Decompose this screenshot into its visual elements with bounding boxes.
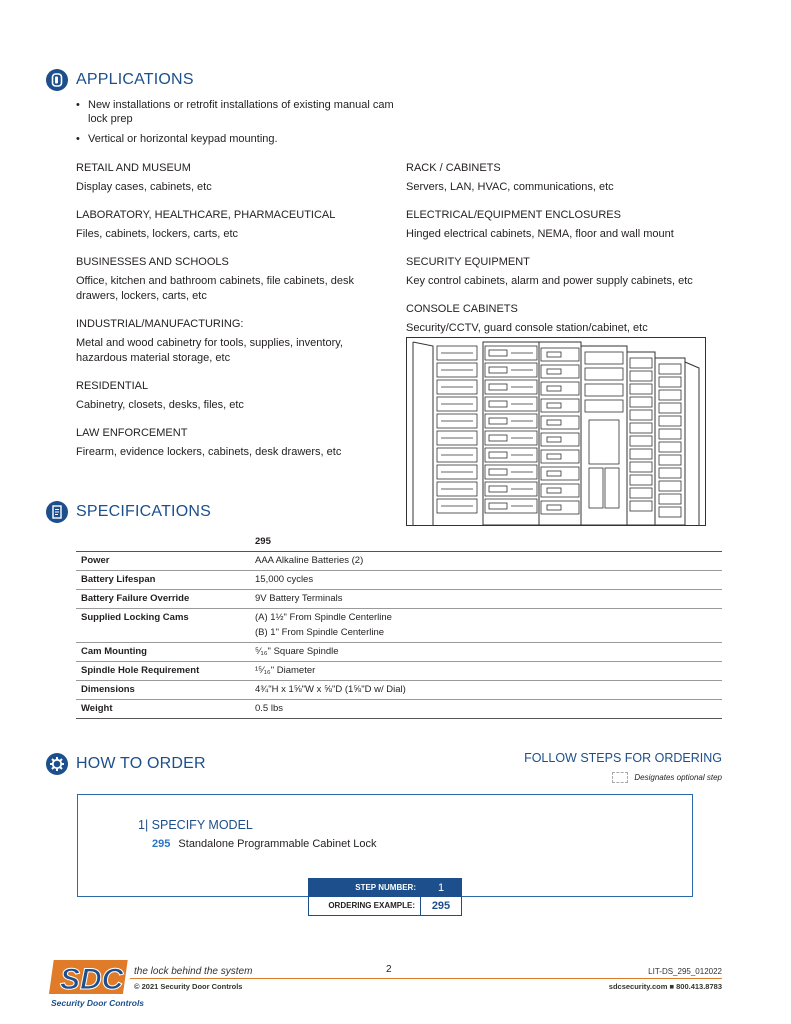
gear-icon bbox=[46, 753, 68, 775]
applications-title: APPLICATIONS bbox=[76, 71, 194, 88]
application-block bbox=[76, 317, 376, 366]
spec-label: Cam Mounting bbox=[76, 643, 250, 662]
model-code: 295 bbox=[152, 838, 171, 850]
table-header-empty bbox=[76, 533, 250, 552]
application-heading: LAW ENFORCEMENT bbox=[76, 427, 188, 439]
application-block bbox=[76, 208, 376, 242]
application-description: Display cases, cabinets, etc bbox=[76, 181, 212, 193]
spec-label: Power bbox=[76, 552, 250, 571]
specifications-title: SPECIFICATIONS bbox=[76, 503, 211, 520]
table-row bbox=[76, 662, 722, 681]
spec-value: AAA Alkaline Batteries (2) bbox=[250, 552, 722, 571]
optional-step-note: Designates optional step bbox=[634, 773, 722, 782]
optional-step-legend bbox=[612, 772, 722, 783]
spec-value bbox=[250, 609, 722, 643]
application-block bbox=[76, 426, 376, 460]
application-description: Office, kitchen and bathroom cabinets, file cabinets, desk drawers, lockers, carts, etc bbox=[76, 275, 355, 302]
specifications-header bbox=[46, 501, 211, 523]
document-icon bbox=[46, 501, 68, 523]
spec-value: ⁵⁄₁₆" Square Spindle bbox=[250, 643, 722, 662]
table-row bbox=[76, 609, 722, 643]
application-block bbox=[76, 161, 376, 195]
step-number-row bbox=[309, 879, 461, 897]
copyright: © 2021 Security Door Controls bbox=[134, 982, 243, 991]
step-number-label: STEP NUMBER: bbox=[355, 883, 416, 892]
application-description: Firearm, evidence lockers, cabinets, desk drawers, etc bbox=[76, 446, 342, 458]
table-row bbox=[76, 571, 722, 590]
applications-right-column bbox=[406, 161, 726, 349]
application-heading: CONSOLE CABINETS bbox=[406, 303, 518, 315]
application-block bbox=[406, 302, 726, 336]
how-to-order-title: HOW TO ORDER bbox=[76, 755, 206, 772]
application-heading: SECURITY EQUIPMENT bbox=[406, 256, 530, 268]
table-row bbox=[76, 590, 722, 609]
spec-value: 9V Battery Terminals bbox=[250, 590, 722, 609]
follow-steps-heading: FOLLOW STEPS FOR ORDERING bbox=[524, 751, 722, 765]
model-column-header: 295 bbox=[250, 533, 722, 552]
svg-text:SDC: SDC bbox=[60, 963, 124, 996]
spec-value: ¹⁵⁄₁₆" Diameter bbox=[250, 662, 722, 681]
application-heading: LABORATORY, HEALTHCARE, PHARMACEUTICAL bbox=[76, 209, 336, 221]
application-description: Key control cabinets, alarm and power supply cabinets, etc bbox=[406, 275, 693, 287]
spec-value: 4¾"H x 1⅝"W x ⅝"D (1⅝"D w/ Dial) bbox=[250, 681, 722, 700]
spec-label: Dimensions bbox=[76, 681, 250, 700]
page-number: 2 bbox=[386, 964, 392, 975]
table-header-row bbox=[76, 533, 722, 552]
bullet-item: • New installations or retrofit installations of existing manual cam lock prep bbox=[76, 99, 396, 126]
spec-label: Supplied Locking Cams bbox=[76, 609, 250, 643]
table-row bbox=[76, 700, 722, 719]
door-icon bbox=[46, 69, 68, 91]
application-block bbox=[76, 379, 376, 413]
spec-label: Spindle Hole Requirement bbox=[76, 662, 250, 681]
application-description: Hinged electrical cabinets, NEMA, floor and wall mount bbox=[406, 228, 674, 240]
model-description: Standalone Programmable Cabinet Lock bbox=[178, 838, 377, 850]
tagline: the lock behind the system bbox=[134, 966, 253, 977]
ordering-example-value: 295 bbox=[431, 900, 451, 912]
application-block bbox=[406, 161, 726, 195]
spec-label: Battery Lifespan bbox=[76, 571, 250, 590]
ordering-example-label: ORDERING EXAMPLE: bbox=[309, 897, 421, 915]
sdc-logo bbox=[50, 958, 145, 1010]
application-description: Metal and wood cabinetry for tools, supplies, inventory, hazardous material storage, etc bbox=[76, 337, 343, 364]
application-block bbox=[76, 255, 376, 304]
spec-value-line: (B) 1" From Spindle Centerline bbox=[255, 627, 385, 638]
applications-header bbox=[46, 69, 194, 91]
footer-divider bbox=[130, 978, 722, 979]
document-id: LIT-DS_295_012022 bbox=[648, 967, 722, 976]
application-description: Cabinetry, closets, desks, files, etc bbox=[76, 399, 244, 411]
step-number-value: 1 bbox=[437, 882, 445, 894]
table-row bbox=[76, 681, 722, 700]
spec-label: Weight bbox=[76, 700, 250, 719]
model-option bbox=[152, 838, 377, 850]
application-heading: RACK / CABINETS bbox=[406, 162, 501, 174]
spec-value: 15,000 cycles bbox=[250, 571, 722, 590]
contact-info: sdcsecurity.com ■ 800.413.8783 bbox=[608, 982, 722, 991]
applications-bullets bbox=[76, 99, 396, 154]
specifications-table bbox=[76, 533, 722, 719]
applications-left-column bbox=[76, 161, 376, 473]
table-row bbox=[76, 552, 722, 571]
svg-text:Security Door Controls: Security Door Controls bbox=[51, 998, 145, 1008]
bullet-item: • Vertical or horizontal keypad mounting. bbox=[76, 133, 396, 147]
dashed-box-icon bbox=[612, 772, 628, 783]
spec-value: 0.5 lbs bbox=[250, 700, 722, 719]
application-heading: RESIDENTIAL bbox=[76, 380, 149, 392]
application-block bbox=[406, 255, 726, 289]
application-description: Servers, LAN, HVAC, communications, etc bbox=[406, 181, 614, 193]
application-description: Files, cabinets, lockers, carts, etc bbox=[76, 228, 238, 240]
server-rack-illustration bbox=[406, 337, 706, 526]
application-block bbox=[406, 208, 726, 242]
how-to-order-header bbox=[46, 753, 206, 775]
application-heading: RETAIL AND MUSEUM bbox=[76, 162, 191, 174]
spec-label: Battery Failure Override bbox=[76, 590, 250, 609]
step-title: 1| SPECIFY MODEL bbox=[138, 818, 253, 832]
application-heading: BUSINESSES AND SCHOOLS bbox=[76, 256, 229, 268]
application-description: Security/CCTV, guard console station/cabinet, etc bbox=[406, 322, 648, 334]
table-row bbox=[76, 643, 722, 662]
application-heading: ELECTRICAL/EQUIPMENT ENCLOSURES bbox=[406, 209, 621, 221]
application-heading: INDUSTRIAL/MANUFACTURING: bbox=[76, 318, 244, 330]
ordering-example-table bbox=[308, 878, 462, 916]
ordering-example-row bbox=[309, 897, 461, 915]
spec-value-line: (A) 1½" From Spindle Centerline bbox=[255, 612, 392, 623]
